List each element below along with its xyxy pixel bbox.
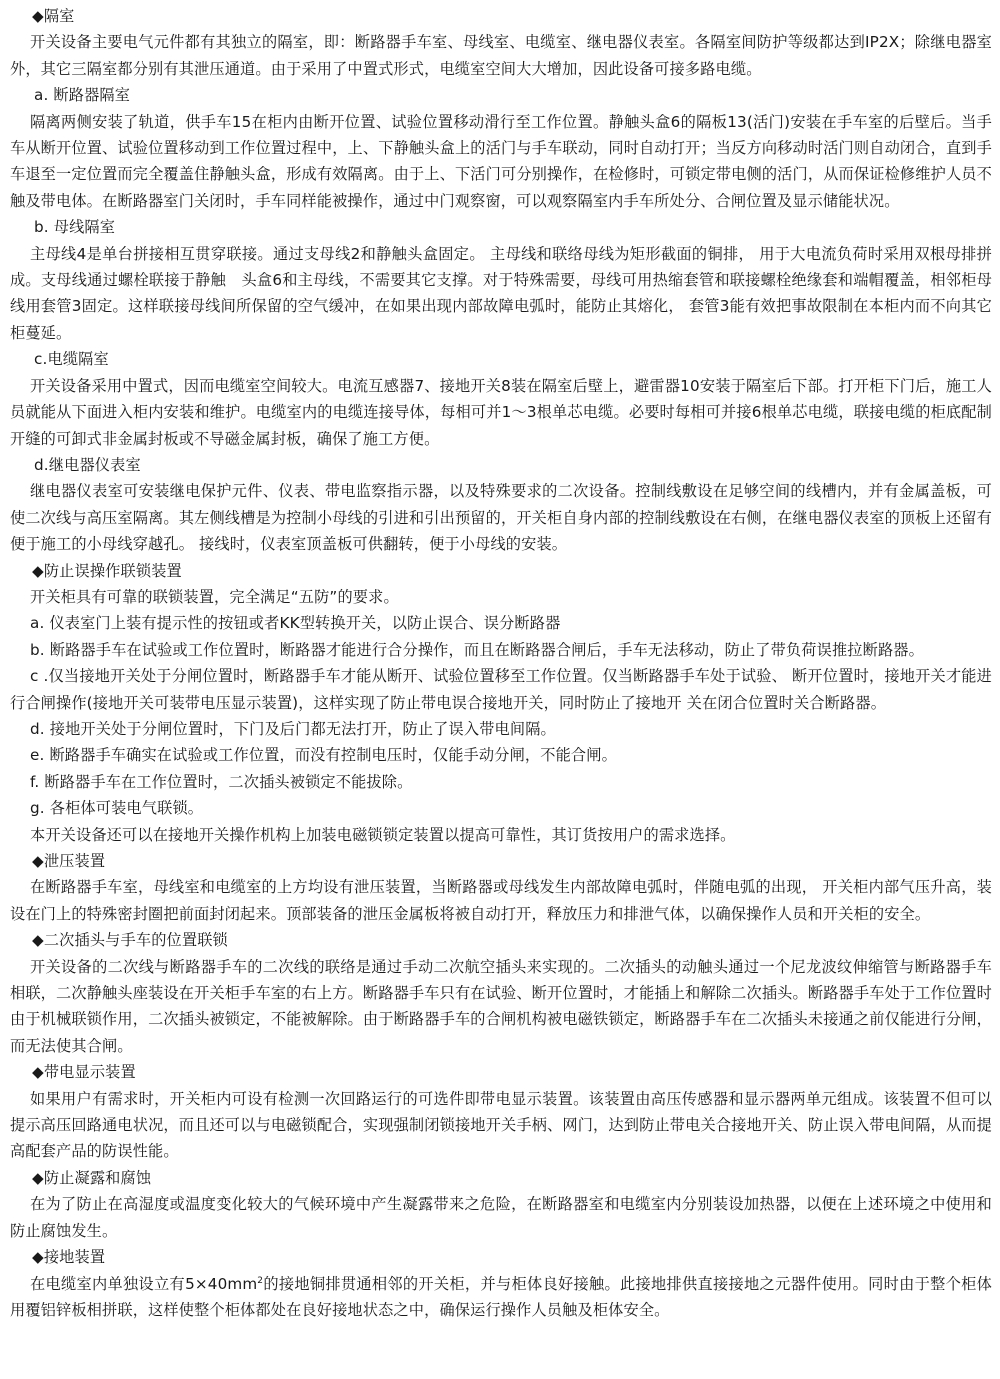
paragraph-pressure-relief: 在断路器手车室，母线室和电缆室的上方均设有泄压装置，当断路器或母线发生内部故障电弧时，伴随电弧的出现， 开关柜内部气压升高，装设在门上的特殊密封圈把前面封闭起来。顶部装备的泄压金属板将被自动打开，释放压力和排泄气体，以确保操作人员和开关柜的安全。 <box>10 878 992 923</box>
subheading-breaker-compartment: a. 断路器隔室 <box>34 86 131 105</box>
interlock-item-g: g. 各柜体可装电气联锁。 <box>30 799 204 818</box>
paragraph-grounding <box>10 1271 992 1324</box>
paragraph-interlock-intro: 开关柜具有可靠的联锁装置，完全满足“五防”的要求。 <box>30 587 399 606</box>
paragraph-secondary-plug-interlock: 开关设备的二次线与断路器手车的二次线的联络是通过手动二次航空插头来实现的。二次插头的动触头通过一个尼龙波纹伸缩管与断路器手车相联，二次静触头座装设在开关柜手车室的右上方。断路器手车只有在试验、断开位置时，才能插上和解除二次插头。断路器手车处于工作位置时由于机械联锁作用，二次插头被锁定，不能被解除。由于断路器手车的合闸机构被电磁铁锁定，断路器手车在二次插头未接通之前仅能进行分闸，而无法使其合闸。 <box>10 957 992 1055</box>
subheading-relay-instrument-room: d.继电器仪表室 <box>34 455 141 474</box>
interlock-item-b: b. 断路器手车在试验或工作位置时，断路器才能进行合分操作，而且在断路器合闸后，手车无法移动，防止了带负荷误推拉断路器。 <box>30 640 924 659</box>
paragraph-busbar-compartment: 主母线4是单台拼接相互贯穿联接。通过支母线2和静触头盒固定。 主母线和联络母线为矩形截面的铜排， 用于大电流负荷时采用双根母排拼成。支母线通过螺栓联接于静触 头盒6和主母线，不需要其它支撑。对于特殊需要，母线可用热缩套管和联接螺栓绝缘套和端帽覆盖，相邻柜母线用套管3固定。这样联接母线间所保留的空气缓冲，在如果出现内部故障电弧时，能防止其熔化， 套管3能有效把事故限制在本柜内而不向其它柜蔓延。 <box>10 244 992 342</box>
section-heading-secondary-plug-interlock: ◆二次插头与手车的位置联锁 <box>32 931 228 950</box>
paragraph-compartments-intro: 开关设备主要电气元件都有其独立的隔室，即：断路器手车室、母线室、电缆室、继电器仪表室。各隔室间防护等级都达到IP2X；除继电器室外，其它三隔室都分别有其泄压通道。由于采用了中置式形式，电缆室空间大大增加，因此设备可接多路电缆。 <box>10 33 992 78</box>
paragraph-electromagnetic-lock: 本开关设备还可以在接地开关操作机构上加装电磁锁锁定装置以提高可靠性，其订货按用户的需求选择。 <box>30 825 736 844</box>
section-heading-interlock: ◆防止误操作联锁装置 <box>32 561 182 580</box>
paragraph-relay-instrument-room: 继电器仪表室可安装继电保护元件、仪表、带电监察指示器，以及特殊要求的二次设备。控制线敷设在足够空间的线槽内，并有金属盖板，可使二次线与高压室隔离。其左侧线槽是为控制小母线的引进和引出预留的，开关柜自身内部的控制线敷设在右侧，在继电器仪表室的顶板上还留有便于施工的小母线穿越孔。 接线时，仪表室顶盖板可供翻转，便于小母线的安装。 <box>10 482 992 554</box>
section-heading-pressure-relief: ◆泄压装置 <box>32 852 106 870</box>
interlock-item-e: e. 断路器手车确实在试验或工作位置，而没有控制电压时，仅能手动分闸，不能合闸。 <box>30 746 617 765</box>
grounding-text-pre: 在电缆室内单独设立有5×40mm <box>30 1274 258 1293</box>
section-heading-compartments: ◆隔室 <box>32 7 75 25</box>
interlock-item-a: a. 仪表室门上装有提示性的按钮或者KK型转换开关，以防止误合、误分断路器 <box>30 614 561 633</box>
paragraph-breaker-compartment: 隔离两侧安装了轨道，供手车15在柜内由断开位置、试验位置移动滑行至工作位置。静触头盒6的隔板13(活门)安装在手车室的后壁后。当手车从断开位置、试验位置移动到工作位置过程中，上、下静触头盒上的活门与手车联动，同时自动打开；当反方向移动时活门则自动闭合，直到手车退至一定位置而完全覆盖住静触头盒，形成有效隔离。由于上、下活门可分别操作，在检修时，可锁定带电侧的活门，从而保证检修维护人员不触及带电体。在断路器室门关闭时，手车同样能被操作，通过中门观察窗，可以观察隔室内手车所处分、合闸位置及显示储能状况。 <box>10 112 992 210</box>
interlock-item-d: d. 接地开关处于分闸位置时，下门及后门都无法打开，防止了误入带电间隔。 <box>30 719 556 738</box>
interlock-item-c: c .仅当接地开关处于分闸位置时，断路器手车才能从断开、试验位置移至工作位置。仅当断路器手车处于试验、 断开位置时，接地开关才能进行合闸操作(接地开关可装带电压显示装置)，这样实现了防止带电误合接地开关，同时防止了接地开 关在闭合位置时关合断路器。 <box>10 667 992 712</box>
paragraph-cable-compartment: 开关设备采用中置式，因而电缆室空间较大。电流互感器7、接地开关8装在隔室后壁上，避雷器10安装于隔室后下部。打开柜下门后，施工人员就能从下面进入柜内安装和维护。电缆室内的电缆连接导体，每相可并1～3根单芯电缆。必要时每相可并接6根单芯电缆，联接电缆的柜底配制开缝的可卸式非金属封板或不导磁金属封板，确保了施工方便。 <box>10 376 992 448</box>
grounding-text-post: 的接地铜排贯通相邻的开关柜，并与柜体良好接触。此接地排供直接接地之元器件使用。同时由于整个柜体用覆铝锌板相拼联，这样使整个柜体都处在良好接地状态之中，确保运行操作人员触及柜体安全。 <box>10 1274 992 1319</box>
subheading-busbar-compartment: b. 母线隔室 <box>34 218 116 237</box>
interlock-item-f: f. 断路器手车在工作位置时，二次插头被锁定不能拔除。 <box>30 772 413 791</box>
section-heading-live-indicator: ◆带电显示装置 <box>32 1063 136 1082</box>
paragraph-live-indicator: 如果用户有需求时，开关柜内可设有检测一次回路运行的可选件即带电显示装置。该装置由高压传感器和显示器两单元组成。该装置不但可以提示高压回路通电状况，而且还可以与电磁锁配合，实现强制闭锁接地开关手柄、网门，达到防止带电关合接地开关、防止误入带电间隔，从而提高配套产品的防误性能。 <box>10 1089 992 1161</box>
section-heading-anti-condensation: ◆防止凝露和腐蚀 <box>32 1168 152 1187</box>
paragraph-anti-condensation: 在为了防止在高湿度或温度变化较大的气候环境中产生凝露带来之危险，在断路器室和电缆室内分别装设加热器，以便在上述环境之中使用和防止腐蚀发生。 <box>10 1195 992 1240</box>
section-heading-grounding: ◆接地装置 <box>32 1248 106 1267</box>
subheading-cable-compartment: c.电缆隔室 <box>34 350 109 369</box>
superscript-square: 2 <box>257 1275 264 1286</box>
